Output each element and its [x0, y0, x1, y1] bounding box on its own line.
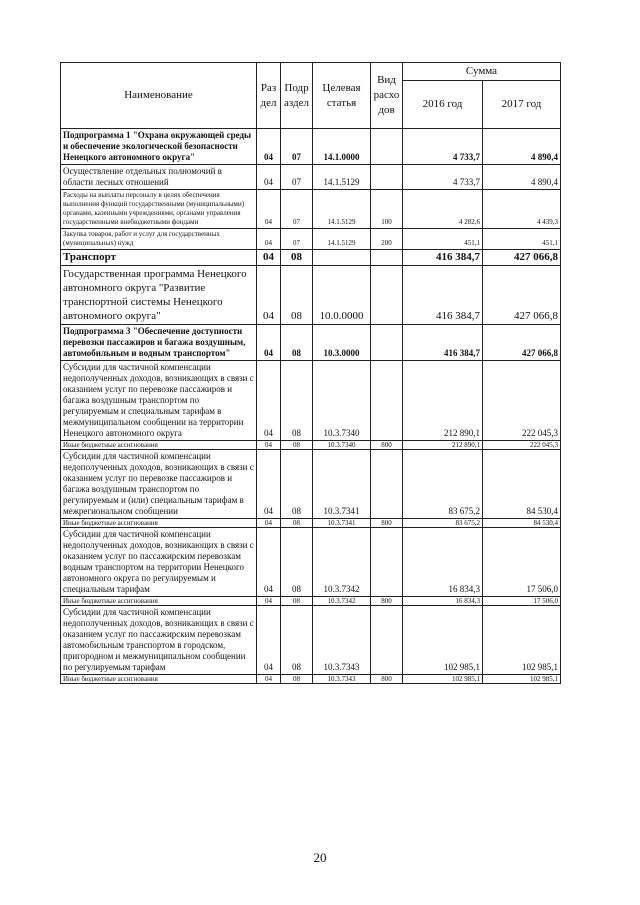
- row-name: Субсидии для частичной компенсации недополученных доходов, возникающих в связи с оказанием услуг по перевозке пассажиров и багажа воздушным транспортом по регулируемым и (или) специальным тарифам в межрегиональном сообщении: [61, 450, 257, 519]
- row-name: Транспорт: [61, 250, 257, 266]
- table-row: [61, 597, 561, 606]
- row-target: 10.3.7340: [313, 361, 371, 441]
- row-target: 10.0.0000: [313, 266, 371, 325]
- row-vid: 200: [371, 229, 403, 250]
- row-name: Иные бюджетные ассигнования: [61, 441, 257, 450]
- table-body: [61, 129, 561, 684]
- row-vid: [371, 361, 403, 441]
- row-vid: 800: [371, 441, 403, 450]
- row-podrazdel: 08: [281, 528, 313, 597]
- row-podrazdel: 07: [281, 190, 313, 229]
- row-sum-2017: 451,1: [483, 229, 561, 250]
- table-row: [61, 266, 561, 325]
- row-vid: [371, 250, 403, 266]
- row-target: 14.1.5129: [313, 229, 371, 250]
- row-name: Субсидии для частичной компенсации недополученных доходов, возникающих в связи с оказанием услуг по пассажирским перевозкам автомобильным транспортом в городском, пригородном и межмуниципальном сообщении по регулируемым тарифам: [61, 606, 257, 675]
- row-sum-2016: 102 985,1: [403, 606, 483, 675]
- row-target: 10.3.7340: [313, 441, 371, 450]
- row-sum-2017: 84 530,4: [483, 519, 561, 528]
- row-sum-2017: 4 439,3: [483, 190, 561, 229]
- row-vid: [371, 129, 403, 165]
- row-podrazdel: 08: [281, 606, 313, 675]
- row-sum-2016: 416 384,7: [403, 325, 483, 361]
- row-target: 10.3.7342: [313, 597, 371, 606]
- row-razdel: 04: [257, 597, 281, 606]
- table-row: [61, 441, 561, 450]
- row-sum-2016: 4 733,7: [403, 129, 483, 165]
- row-sum-2016: 416 384,7: [403, 250, 483, 266]
- row-target: 14.1.0000: [313, 129, 371, 165]
- table-row: [61, 528, 561, 597]
- row-podrazdel: 08: [281, 450, 313, 519]
- row-podrazdel: 07: [281, 229, 313, 250]
- budget-sheet: [60, 62, 560, 684]
- row-name: Субсидии для частичной компенсации недополученных доходов, возникающих в связи с оказанием услуг по перевозке пассажиров и багажа воздушным транспортом по регулируемым и специальным тарифам в межмуниципальном сообщении на территории Ненецкого автономного округа: [61, 361, 257, 441]
- table-row: [61, 165, 561, 190]
- header-razdel: Раз дел: [257, 63, 281, 129]
- row-sum-2017: 222 045,3: [483, 361, 561, 441]
- row-razdel: 04: [257, 606, 281, 675]
- row-podrazdel: 08: [281, 361, 313, 441]
- row-razdel: 04: [257, 165, 281, 190]
- row-vid: 800: [371, 597, 403, 606]
- row-vid: 800: [371, 675, 403, 684]
- page-number: 20: [313, 850, 327, 865]
- table-row: [61, 229, 561, 250]
- row-name: Подпрограмма 3 "Обеспечение доступности перевозки пассажиров и багажа воздушным, автомобильным и водным транспортом": [61, 325, 257, 361]
- header-vid: Вид расхо дов: [371, 63, 403, 129]
- row-razdel: 04: [257, 129, 281, 165]
- header-sum: Сумма: [403, 63, 561, 81]
- row-sum-2016: 212 890,1: [403, 361, 483, 441]
- row-razdel: 04: [257, 450, 281, 519]
- header-name: Наименование: [61, 63, 257, 129]
- row-name: Осуществление отдельных полномочий в области лесных отношений: [61, 165, 257, 190]
- row-podrazdel: 08: [281, 325, 313, 361]
- row-razdel: 04: [257, 229, 281, 250]
- row-sum-2016: 416 384,7: [403, 266, 483, 325]
- row-name: Подпрограмма 1 "Охрана окружающей среды и обеспечение экологической безопасности Ненецкого автономного округа": [61, 129, 257, 165]
- header-year-2016: 2016 год: [403, 81, 483, 129]
- row-target: 10.3.7341: [313, 450, 371, 519]
- row-sum-2016: 4 282,6: [403, 190, 483, 229]
- row-razdel: 04: [257, 190, 281, 229]
- row-name: Закупка товаров, работ и услуг для государственных (муниципальных) нужд: [61, 229, 257, 250]
- row-podrazdel: 08: [281, 250, 313, 266]
- table-row: [61, 606, 561, 675]
- row-vid: [371, 606, 403, 675]
- row-name: Иные бюджетные ассигнования: [61, 675, 257, 684]
- row-vid: [371, 450, 403, 519]
- row-sum-2016: 451,1: [403, 229, 483, 250]
- row-sum-2016: 83 675,2: [403, 519, 483, 528]
- row-podrazdel: 08: [281, 597, 313, 606]
- row-podrazdel: 08: [281, 675, 313, 684]
- table-row: [61, 675, 561, 684]
- table-row: [61, 129, 561, 165]
- row-sum-2016: 16 834,3: [403, 597, 483, 606]
- row-sum-2017: 427 066,8: [483, 266, 561, 325]
- row-sum-2016: 83 675,2: [403, 450, 483, 519]
- row-sum-2016: 102 985,1: [403, 675, 483, 684]
- row-target: 14.1.5129: [313, 190, 371, 229]
- row-sum-2016: 16 834,3: [403, 528, 483, 597]
- row-name: Иные бюджетные ассигнования: [61, 519, 257, 528]
- table-row: [61, 325, 561, 361]
- row-sum-2017: 427 066,8: [483, 325, 561, 361]
- row-podrazdel: 08: [281, 266, 313, 325]
- row-sum-2017: 102 985,1: [483, 606, 561, 675]
- row-target: 10.3.7341: [313, 519, 371, 528]
- row-podrazdel: 07: [281, 165, 313, 190]
- row-razdel: 04: [257, 441, 281, 450]
- row-sum-2016: 4 733,7: [403, 165, 483, 190]
- table-row: [61, 250, 561, 266]
- row-name: Расходы на выплаты персоналу в целях обеспечения выполнения функций государственными (муниципальными) органами, казенными учреждениями, органами управления государственными внебюджетными фондами: [61, 190, 257, 229]
- row-podrazdel: 08: [281, 519, 313, 528]
- row-sum-2017: 4 890,4: [483, 129, 561, 165]
- row-podrazdel: 08: [281, 441, 313, 450]
- row-target: 14.1.5129: [313, 165, 371, 190]
- row-sum-2017: 427 066,8: [483, 250, 561, 266]
- row-vid: [371, 266, 403, 325]
- row-razdel: 04: [257, 519, 281, 528]
- header-target: Целевая статья: [313, 63, 371, 129]
- header-podrazdel: Подр аздел: [281, 63, 313, 129]
- row-sum-2016: 212 890,1: [403, 441, 483, 450]
- row-target: 10.3.0000: [313, 325, 371, 361]
- table-row: [61, 190, 561, 229]
- row-razdel: 04: [257, 325, 281, 361]
- budget-table: [60, 62, 561, 684]
- table-row: [61, 519, 561, 528]
- row-sum-2017: 222 045,3: [483, 441, 561, 450]
- table-row: [61, 361, 561, 441]
- row-vid: [371, 528, 403, 597]
- row-name: Субсидии для частичной компенсации недополученных доходов, возникающих в связи с оказанием услуг по пассажирским перевозкам водным транспортом на территории Ненецкого автономного округа по регулируемым и специальным тарифам: [61, 528, 257, 597]
- row-vid: 100: [371, 190, 403, 229]
- table-row: [61, 450, 561, 519]
- row-target: 10.3.7343: [313, 675, 371, 684]
- row-sum-2017: 4 890,4: [483, 165, 561, 190]
- row-razdel: 04: [257, 361, 281, 441]
- row-razdel: 04: [257, 675, 281, 684]
- row-razdel: 04: [257, 266, 281, 325]
- row-sum-2017: 17 506,0: [483, 528, 561, 597]
- row-vid: 800: [371, 519, 403, 528]
- row-podrazdel: 07: [281, 129, 313, 165]
- header-year-2017: 2017 год: [483, 81, 561, 129]
- row-target: 10.3.7342: [313, 528, 371, 597]
- row-razdel: 04: [257, 528, 281, 597]
- row-sum-2017: 84 530,4: [483, 450, 561, 519]
- row-target: 10.3.7343: [313, 606, 371, 675]
- row-name: Иные бюджетные ассигнования: [61, 597, 257, 606]
- row-name: Государственная программа Ненецкого автономного округа "Развитие транспортной системы Ненецкого автономного округа": [61, 266, 257, 325]
- row-razdel: 04: [257, 250, 281, 266]
- row-target: [313, 250, 371, 266]
- row-sum-2017: 102 985,1: [483, 675, 561, 684]
- row-vid: [371, 325, 403, 361]
- row-vid: [371, 165, 403, 190]
- row-sum-2017: 17 506,0: [483, 597, 561, 606]
